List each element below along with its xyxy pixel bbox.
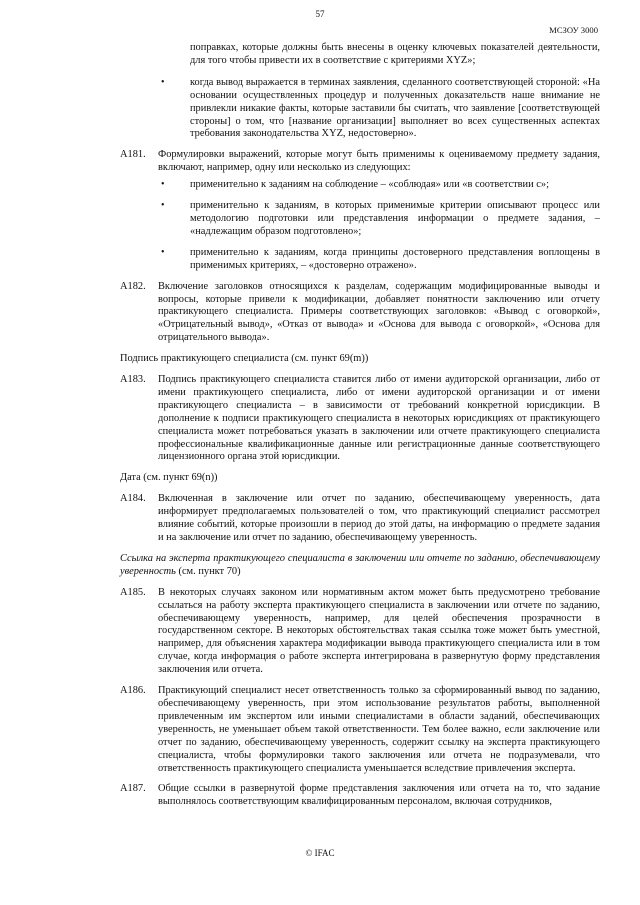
paragraph-number: A182. (120, 280, 146, 292)
paragraph-text: Формулировки выражений, которые могут быть применимы к оцениваемому предмету задания, включают, например, одну или несколько из следующих: (158, 149, 600, 174)
paragraph-a186 (120, 685, 600, 775)
paragraph-a184 (120, 493, 600, 545)
paragraph-a182 (120, 281, 600, 346)
bullet-icon: • (161, 179, 165, 191)
paragraph-text: Включенная в заключение или отчет по заданию, обеспечивающему уверенность, дата информирует предполагаемых пользователей о том, что практикующий специалист рассмотрел влияние событий, которые произошли в период до этой даты, на информацию о предмете задания и на заключение или отчет по заданию, обеспечивающему уверенность. (158, 493, 600, 543)
bullet-text: когда вывод выражается в терминах заявления, сделанного соответствующей стороной: «На основании осуществленных процедур и полученных доказательств наше внимание не привлекли никакие факты, которые заставили бы считать, что заявление [соответствующей стороны] о том, что [название организации] выполняет во всех существенных аспектах требования законодательства XYZ, недостоверно». (190, 76, 600, 140)
bullet-text: применительно к заданиям, когда принципы достоверного представления воплощены в применимых критериях, – «достоверно отражено». (190, 246, 600, 271)
bullet-item (161, 179, 600, 192)
bullet-icon: • (161, 246, 165, 258)
paragraph-number: A186. (120, 685, 146, 697)
bullet-text: применительно к заданиям, в которых применимые критерии описывают процесс или методологию подготовки или представления информации о предмете задания, – «надлежащим образом подготовлено»; (190, 200, 600, 237)
heading-reference: (см. пункт 70) (175, 565, 241, 577)
page-number: 57 (315, 9, 325, 19)
section-heading-expert (120, 553, 600, 579)
paragraph-number: A181. (120, 149, 146, 161)
bullet-icon: • (161, 200, 165, 212)
section-heading-signature: Подпись практикующего специалиста (см. пункт 69(m)) (120, 353, 369, 365)
document-body (120, 42, 600, 817)
running-head: МСЗОУ 3000 (549, 25, 598, 35)
paragraph-a181 (120, 149, 600, 175)
paragraph-text: Включение заголовков относящихся к разделам, содержащим модифицированные выводы и вопросы, которые привели к модификации, добавляет понятности заключению или отчету практикующего специалиста. Примеры соответствующих заголовков: «Вывод с оговоркой», «Отрицательный вывод», «Отказ от вывода» и «Основа для вывода с оговоркой», «Основа для отрицательного вывода». (158, 280, 600, 344)
paragraph-number: A187. (120, 783, 146, 795)
heading-italic-part: Ссылка на эксперта практикующего специалиста в заключении или отчете по заданию, обеспечивающему уверенность (120, 552, 600, 577)
paragraph-text: Общие ссылки в развернутой форме представления заключения или отчета на то, что задание выполнялось соответствующим квалифицированным персоналом, включая сотрудников, (158, 783, 600, 808)
paragraph-a183 (120, 374, 600, 464)
footer-copyright: © IFAC (305, 848, 335, 858)
paragraph-number: A183. (120, 374, 146, 386)
paragraph-a187 (120, 783, 600, 809)
continued-bullet-text: поправках, которые должны быть внесены в оценку ключевых показателей деятельности, для того чтобы привести их в соответствие с критериями XYZ»; (190, 42, 600, 66)
paragraph-a185 (120, 587, 600, 677)
bullet-icon: • (161, 76, 165, 88)
paragraph-text: В некоторых случаях законом или нормативным актом может быть предусмотрено требование ссылаться на работу эксперта практикующего специалиста в заключении или отчете по заданию, обеспечивающему уверенность, например, для целей обеспечения прозрачности в государственном секторе. В некоторых обстоятельствах такая ссылка тоже может быть уместной, например, для объяснения характера модификации вывода практикующего специалиста или в том случае, когда информация о работе эксперта интегрирована в развернутую форму представления заключения или отчета. (158, 586, 600, 676)
paragraph-text: Практикующий специалист несет ответственность только за сформированный вывод по заданию, обеспечивающему уверенность, при этом использование результатов работы, выполненной привлеченным им экспертом или иными специалистами в области заданий, обеспечивающих уверенность, не уменьшает объем такой ответственности. Тем более важно, если заключение или отчет по заданию, обеспечивающему уверенность, содержит ссылку на эксперта практикующего специалиста, чтобы формулировки такого заключения или отчета не подразумевали, что ответственность практикующего специалиста уменьшается вследствие привлечения эксперта. (158, 685, 600, 774)
bullet-text: применительно к заданиям на соблюдение – «соблюдая» или «в соответствии с»; (190, 179, 549, 191)
paragraph-number: A185. (120, 586, 146, 598)
bullet-item (161, 246, 600, 273)
paragraph-text: Подпись практикующего специалиста ставится либо от имени аудиторской организации, либо от имени практикующего специалиста, либо от имени аудиторской организации и от имени практикующего специалиста – в зависимости от требований конкретной юрисдикции. В дополнение к подписи практикующего специалиста в некоторых юрисдикциях от практикующего специалиста может потребоваться указать в заключении или отчете практикующего специалиста профессиональные квалификационные данные или регистрационные данные соответствующего лицензионного органа этой юрисдикции. (158, 374, 600, 463)
bullet-item (161, 76, 600, 142)
section-heading-date: Дата (см. пункт 69(n)) (120, 472, 218, 484)
bullet-item (161, 200, 600, 239)
paragraph-number: A184. (120, 493, 146, 505)
